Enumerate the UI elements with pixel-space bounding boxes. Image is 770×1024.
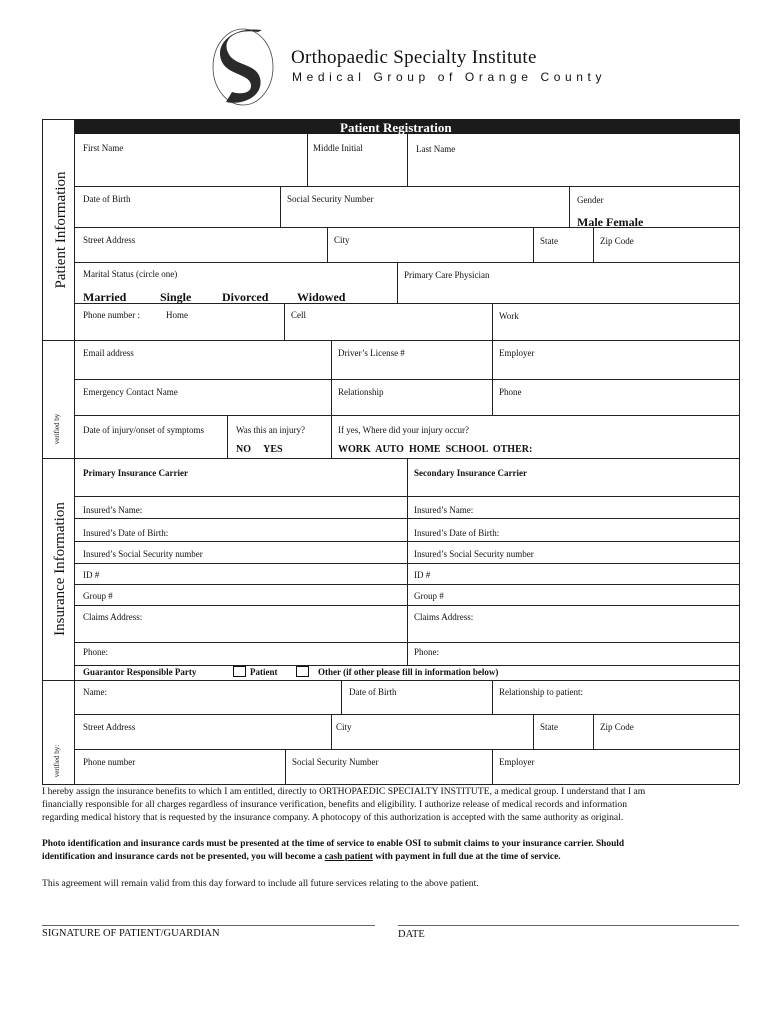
primary-phone-field[interactable] [75, 643, 406, 664]
city-label: City [334, 235, 350, 245]
primary-insured-dob-label: Insured’s Date of Birth: [83, 528, 169, 538]
injury-yes-no-options[interactable]: NO YES [236, 444, 283, 455]
other-option-label: Other (if other please fill in information below) [318, 667, 499, 677]
employer-label: Employer [499, 348, 535, 358]
primary-group-field[interactable] [75, 585, 406, 604]
assignment-text-line-1: I hereby assign the insurance benefits to which I am entitled, directly to ORTHOPAEDIC SPECIALTY INSTITUTE, a medical group. I understand that I am [42, 786, 646, 797]
cell-phone-field[interactable] [285, 304, 491, 339]
city-field[interactable] [328, 228, 532, 261]
marital-option-widowed[interactable]: Widowed [297, 290, 346, 304]
injury-date-field[interactable] [75, 416, 226, 457]
frame-bottom-line [42, 784, 739, 785]
guarantor-relationship-label: Relationship to patient: [499, 687, 583, 697]
email-field[interactable] [75, 341, 330, 378]
secondary-insured-name-label: Insured’s Name: [414, 505, 474, 515]
photo-id-text-line-1: Photo identification and insurance cards must be presented at the time of service to enable OSI to submit claims to your insurance carrier. Should [42, 839, 625, 849]
secondary-id-label: ID # [414, 570, 431, 580]
secondary-group-field[interactable] [408, 585, 738, 604]
marital-option-single[interactable]: Single [160, 290, 192, 304]
photo-id-text-2c: with payment in full due at the time of service. [372, 852, 561, 862]
org-logo-mark [210, 24, 280, 108]
cell-phone-label: Cell [291, 310, 306, 320]
primary-group-label: Group # [83, 591, 113, 601]
guarantor-street-label: Street Address [83, 722, 136, 732]
patient-option-label: Patient [250, 667, 278, 677]
org-subtitle: Medical Group of Orange County [292, 70, 607, 84]
primary-insured-ssn-label: Insured’s Social Security number [83, 549, 203, 559]
date-line[interactable] [398, 925, 739, 926]
phone-number-label: Phone number : [83, 310, 140, 320]
guarantor-name-label: Name: [83, 687, 107, 697]
ssn-label: Social Security Number [287, 194, 374, 204]
side-label-verified-by-1: verified by [53, 413, 61, 445]
secondary-carrier-label: Secondary Insurance Carrier [414, 468, 527, 478]
primary-claims-address-label: Claims Address: [83, 612, 143, 622]
injury-date-label: Date of injury/onset of symptoms [83, 425, 204, 435]
email-label: Email address [83, 348, 134, 358]
guarantor-dob-field[interactable] [342, 681, 491, 713]
middle-initial-label: Middle Initial [313, 143, 363, 153]
frame-right-line [739, 119, 740, 784]
employer-field[interactable] [493, 341, 738, 378]
gender-label: Gender [577, 195, 604, 205]
last-name-label: Last Name [416, 144, 456, 154]
date-label: DATE [398, 929, 425, 940]
state-label: State [540, 236, 558, 246]
side-divider-1 [42, 340, 74, 341]
guarantor-label: Guarantor Responsible Party [83, 667, 197, 677]
secondary-group-label: Group # [414, 591, 444, 601]
work-phone-field[interactable] [493, 304, 738, 339]
primary-id-field[interactable] [75, 564, 406, 583]
secondary-phone-field[interactable] [408, 643, 738, 664]
first-name-label: First Name [83, 143, 124, 153]
relationship-field[interactable] [332, 380, 491, 414]
gender-options[interactable]: Male Female [577, 215, 644, 229]
assignment-text-line-3: regarding medical history that is requested by the insurance company. A photocopy of this authorization is accepted with the same authority as original. [42, 812, 624, 823]
other-checkbox[interactable] [296, 666, 309, 677]
guarantor-ssn-label: Social Security Number [292, 757, 379, 767]
guarantor-dob-label: Date of Birth [349, 687, 397, 697]
guarantor-phone-label: Phone number [83, 757, 136, 767]
frame-top-line [42, 119, 74, 120]
emergency-contact-field[interactable] [75, 380, 330, 414]
secondary-id-field[interactable] [408, 564, 738, 583]
primary-insured-name-label: Insured’s Name: [83, 505, 143, 515]
primary-phone-label: Phone: [83, 647, 109, 657]
guarantor-city-field[interactable] [332, 715, 532, 748]
guarantor-zip-label: Zip Code [600, 722, 634, 732]
cash-patient-text: cash patient [324, 852, 373, 862]
secondary-insured-dob-label: Insured’s Date of Birth: [414, 528, 500, 538]
col-line [227, 415, 228, 458]
side-label-verified-by-2: verified by: [53, 744, 61, 778]
guarantor-city-label: City [336, 722, 352, 732]
primary-carrier-label: Primary Insurance Carrier [83, 468, 188, 478]
org-name: Orthopaedic Specialty Institute [291, 47, 537, 68]
dob-field[interactable] [75, 187, 279, 226]
marital-option-married[interactable]: Married [83, 290, 127, 304]
injury-location-options[interactable]: WORK AUTO HOME SCHOOL OTHER: [338, 444, 533, 455]
photo-id-text-line-2 [42, 853, 561, 862]
secondary-insured-ssn-label: Insured’s Social Security number [414, 549, 534, 559]
street-address-label: Street Address [83, 235, 136, 245]
drivers-license-field[interactable] [332, 341, 491, 378]
row-line [74, 665, 739, 666]
signature-label: SIGNATURE OF PATIENT/GUARDIAN [42, 928, 220, 939]
drivers-license-label: Driver’s License # [338, 348, 405, 358]
secondary-claims-address-label: Claims Address: [414, 612, 474, 622]
guarantor-relationship-field[interactable] [493, 681, 738, 713]
home-phone-label: Home [166, 310, 188, 320]
work-phone-label: Work [499, 311, 519, 321]
photo-id-text-2a: identification and insurance cards not be presented, you will become a [42, 852, 325, 862]
pcp-field[interactable] [398, 263, 738, 302]
last-name-field[interactable] [408, 135, 738, 185]
side-label-insurance-info: Insurance Information [52, 502, 68, 636]
ssn-field[interactable] [281, 187, 568, 226]
form-title: Patient Registration [340, 120, 452, 135]
secondary-phone-label: Phone: [414, 647, 440, 657]
primary-id-label: ID # [83, 570, 100, 580]
guarantor-state-label: State [540, 722, 558, 732]
marital-option-divorced[interactable]: Divorced [222, 290, 269, 304]
frame-left-line [42, 119, 43, 784]
guarantor-employer-label: Employer [499, 757, 535, 767]
marital-status-label: Marital Status (circle one) [83, 269, 178, 279]
zip-code-label: Zip Code [600, 236, 634, 246]
emergency-phone-field[interactable] [493, 380, 738, 414]
injury-where-label: If yes, Where did your injury occur? [338, 425, 470, 435]
emergency-contact-label: Emergency Contact Name [83, 387, 178, 397]
side-label-patient-info: Patient Information [53, 171, 69, 289]
assignment-text-line-2: financially responsible for all charges regardless of insurance verification, benefits and eligibility. I authorize release of medical records and information [42, 799, 627, 810]
relationship-label: Relationship [338, 387, 384, 397]
injury-question-label: Was this an injury? [236, 425, 306, 435]
side-divider-3 [42, 680, 74, 681]
dob-label: Date of Birth [83, 194, 131, 204]
col-line [569, 186, 570, 227]
guarantor-name-field[interactable] [75, 681, 340, 713]
patient-checkbox[interactable] [233, 666, 246, 677]
col-line [331, 415, 332, 458]
agreement-validity-text: This agreement will remain valid from this day forward to include all future services relating to the above patient. [42, 878, 479, 889]
pcp-label: Primary Care Physician [404, 270, 490, 280]
org-logo [210, 24, 280, 108]
emergency-phone-label: Phone [499, 387, 522, 397]
signature-line[interactable] [42, 925, 375, 926]
